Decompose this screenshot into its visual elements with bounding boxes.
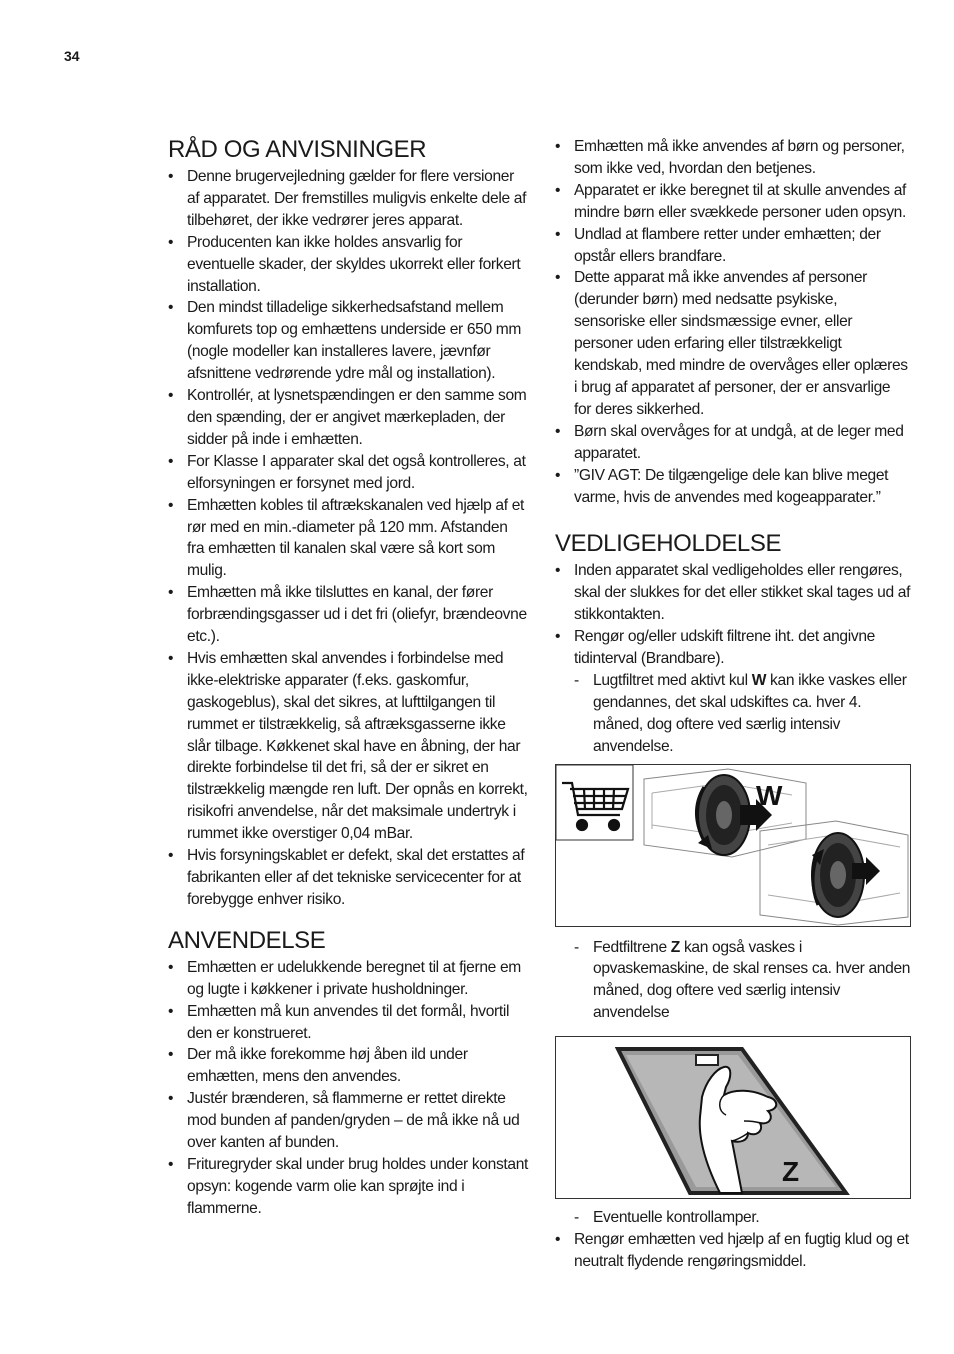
filter-key-w: W <box>751 671 767 689</box>
bullet-list-anvendelse <box>168 957 528 1220</box>
list-item: • Emhætten kobles til aftrækskanalen ved hjælp af et rør med en min.-diameter på 120 mm. Afstanden fra emhætten til kanalen skal være så kort som mulig. <box>168 495 528 583</box>
sub-item-text: Fedtfiltrene <box>593 938 671 956</box>
filter-disc-2 <box>812 833 880 917</box>
left-column <box>168 136 528 1236</box>
list-item: • Denne brugervejledning gælder for flere versioner af apparatet. Der fremstilles muligvis enkelte dele af tilbehøret, der ikke vedrører jeres apparat. <box>168 166 528 232</box>
section-safety-continued <box>555 136 911 508</box>
section-vedligeholdelse <box>555 530 911 1273</box>
section-raad <box>168 136 528 911</box>
bullet-list-safety <box>555 136 911 508</box>
list-item: • Justér brænderen, så flammerne er rettet direkte mod bunden af panden/gryden – de må ikke nå ud over kanten af bunden. <box>168 1088 528 1154</box>
list-item: • Frituregryder skal under brug holdes under konstant opsyn: kogende varm olie kan sprøjte ind i flammerne. <box>168 1154 528 1220</box>
bullet-list-vedligeholdelse-2 <box>555 937 911 1025</box>
bullet-list-raad <box>168 166 528 911</box>
list-item: • Emhætten er udelukkende beregnet til at fjerne em og lugte i køkkener i private husholdninger. <box>168 957 528 1001</box>
figure-grease-filter <box>555 1036 911 1199</box>
list-item: • Dette apparat må ikke anvendes af personer (derunder børn) med nedsatte psykiske, sensoriske eller sindsmæssige evner, eller personer uden erfaring eller tilstrækkeligt kendskab, med mindre de overvåges eller oplæres i brug af apparatet af personer, der er ansvarlige for deres sikkerhed. <box>555 267 911 420</box>
list-item: • Apparatet er ikke beregnet til at skulle anvendes af mindre børn eller svækkede personer uden opsyn. <box>555 180 911 224</box>
bullet-list-vedligeholdelse-3 <box>555 1207 911 1273</box>
list-item: • ”GIV AGT: De tilgængelige dele kan blive meget varme, hvis de anvendes med kogeapparater.” <box>555 465 911 509</box>
list-item: • Inden apparatet skal vedligeholdes eller rengøres, skal der slukkes for det eller stikket skal tages ud af stikkontakten. <box>555 560 911 626</box>
figure-label-w: W <box>756 779 783 811</box>
list-item: • Emhætten må ikke anvendes af børn og personer, som ikke ved, hvordan den betjenes. <box>555 136 911 180</box>
grease-filter-illustration <box>556 1037 910 1198</box>
figure-label-z: Z <box>782 1156 800 1188</box>
list-item: • Rengør emhætten ved hjælp af en fugtig klud og et neutralt flydende rengøringsmiddel. <box>555 1229 911 1273</box>
list-item: • Den mindst tilladelige sikkerhedsafstand mellem komfurets top og emhættens underside er 650 mm (nogle modeller kan installeres lavere, jævnfør afsnittene vedrørende ydre mål og installation). <box>168 297 528 385</box>
sub-item-text: Lugtfiltret med aktivt kul <box>593 671 752 689</box>
sub-list-item-grease-filter <box>555 937 911 1025</box>
section-anvendelse <box>168 927 528 1220</box>
list-item: • Producenten kan ikke holdes ansvarlig for eventuelle skader, der skyldes ukorrekt eller forkert installation. <box>168 232 528 298</box>
sub-list-item-control-lamps: - Eventuelle kontrollamper. <box>555 1207 911 1229</box>
list-item: • Hvis forsyningskablet er defekt, skal det erstattes af fabrikanten eller af det tekniske servicecenter for at forebygge enhver risiko. <box>168 845 528 911</box>
list-item: • Kontrollér, at lysnetspændingen er den samme som den spænding, der er angivet mærkepladen, der sidder på inde i emhætten. <box>168 385 528 451</box>
sub-item-text: kan ikke vaskes eller gendannes, det skal udskiftes ca. hver 4. måned, dog oftere ved særlig intensiv anvendelse. <box>593 671 907 755</box>
section-heading-vedligeholdelse: VEDLIGEHOLDELSE <box>555 530 782 558</box>
list-item: • Børn skal overvåges for at undgå, at de leger med apparatet. <box>555 421 911 465</box>
sub-list-item-charcoal-filter <box>555 670 911 758</box>
list-item: • Hvis emhætten skal anvendes i forbindelse med ikke-elektriske apparater (f.eks. gaskomfur, gaskogeblus), skal det sikres, at lufttilgangen til rummet er tilstrækkelig, så aftræksgasserne ikke slår tilbage. Køkkenet skal have en åbning, der har direkte forbindelse til det fri, så der er sikret en tilstrækkelig mængde ren luft. Der opnås en korrekt, risikofri anvendelse, når det maksimale undertryk i rummet ikke overstiger 0,04 mBar. <box>168 648 528 845</box>
figure-charcoal-filter <box>555 764 911 927</box>
section-heading-anvendelse: ANVENDELSE <box>168 926 326 954</box>
list-item: • For Klasse I apparater skal det også kontrolleres, at elforsyningen er forsynet med jord. <box>168 451 528 495</box>
page-number: 34 <box>64 48 80 64</box>
sub-item-text: kan også vaskes i opvaskemaskine, de skal renses ca. hver anden måned, dog oftere ved særlig intensiv anvendelse <box>593 938 911 1022</box>
list-item: • Emhætten må kun anvendes til det formål, hvortil den er konstrueret. <box>168 1001 528 1045</box>
list-item: • Emhætten må ikke tilsluttes en kanal, der fører forbrændingsgasser ud i det fri (oliefyr, brændeovne etc.). <box>168 582 528 648</box>
charcoal-filter-illustration <box>556 765 910 926</box>
bullet-list-vedligeholdelse <box>555 560 911 757</box>
list-item: • Rengør og/eller udskift filtrene iht. det angivne tidinterval (Brandbare). <box>555 626 911 670</box>
list-item: • Undlad at flambere retter under emhætten; der opstår ellers brandfare. <box>555 224 911 268</box>
right-column <box>555 136 911 1289</box>
filter-key-z: Z <box>670 938 680 956</box>
list-item: • Der må ikke forekomme høj åben ild under emhætten, mens den anvendes. <box>168 1044 528 1088</box>
section-heading-raad: RÅD OG ANVISNINGER <box>168 136 427 163</box>
